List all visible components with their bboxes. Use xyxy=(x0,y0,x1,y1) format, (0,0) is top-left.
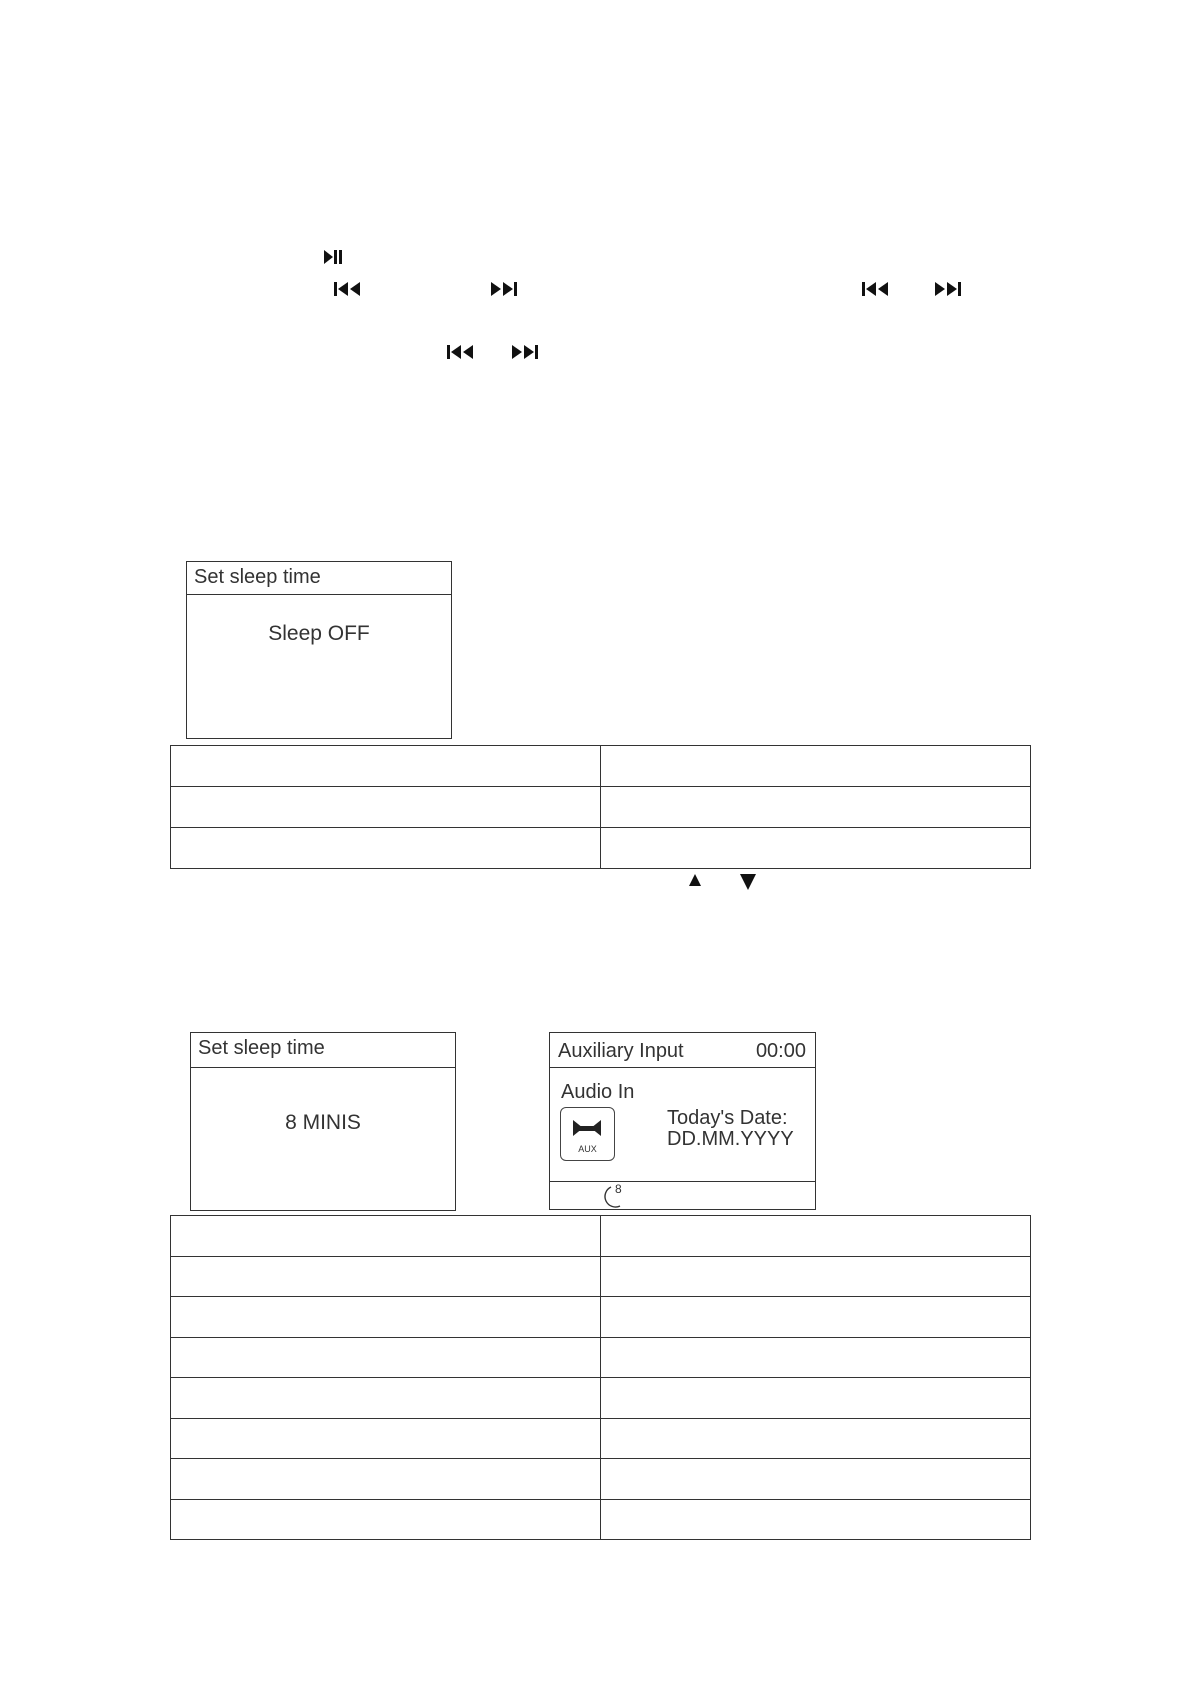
lcd-screen-sleep-off xyxy=(186,561,452,739)
lcd-header xyxy=(187,562,451,595)
table-cell xyxy=(171,746,601,787)
table-row xyxy=(171,1459,1031,1500)
table-1 xyxy=(170,745,1031,869)
table-row xyxy=(171,1499,1031,1540)
table-cell xyxy=(601,1337,1031,1378)
table-cell xyxy=(601,1256,1031,1297)
table-row xyxy=(171,1378,1031,1419)
lcd-header xyxy=(191,1033,455,1068)
table-row xyxy=(171,828,1031,869)
skip-previous-icon xyxy=(862,281,890,297)
source-label: Audio In xyxy=(561,1081,635,1103)
play-pause-icon xyxy=(324,249,344,265)
sleep-value: Sleep OFF xyxy=(268,622,370,645)
table-cell xyxy=(601,1378,1031,1419)
table-cell xyxy=(171,1256,601,1297)
sleep-value: 8 MINIS xyxy=(285,1111,361,1134)
table-cell xyxy=(601,787,1031,828)
date-label: Today's Date: xyxy=(667,1107,788,1129)
table-cell xyxy=(601,1216,1031,1257)
skip-previous-icon xyxy=(334,281,362,297)
aux-icon xyxy=(560,1107,615,1161)
table-row xyxy=(171,1418,1031,1459)
lcd-title: Auxiliary Input xyxy=(558,1040,684,1062)
skip-next-icon xyxy=(512,344,540,360)
lcd-title: Set sleep time xyxy=(194,566,321,588)
table-cell xyxy=(171,1216,601,1257)
table-cell xyxy=(601,746,1031,787)
table-row xyxy=(171,787,1031,828)
sleep-badge: 8 xyxy=(615,1182,622,1196)
table-cell xyxy=(171,1297,601,1338)
lcd-screen-aux xyxy=(549,1032,816,1210)
table-2 xyxy=(170,1215,1031,1540)
skip-next-icon xyxy=(935,281,963,297)
lcd-title: Set sleep time xyxy=(198,1037,325,1059)
table-cell xyxy=(601,828,1031,869)
lcd-header xyxy=(550,1033,815,1068)
table-cell xyxy=(171,1418,601,1459)
table-cell xyxy=(171,1499,601,1540)
triangle-down-icon xyxy=(740,874,756,890)
table-cell xyxy=(601,1297,1031,1338)
triangle-up-icon xyxy=(689,874,701,886)
table-cell xyxy=(171,1337,601,1378)
skip-previous-icon xyxy=(447,344,475,360)
table-cell xyxy=(171,828,601,869)
clock: 00:00 xyxy=(755,1040,806,1062)
table-row xyxy=(171,746,1031,787)
aux-label: AUX xyxy=(578,1144,597,1154)
table-cell xyxy=(171,787,601,828)
date-value: DD.MM.YYYY xyxy=(667,1128,794,1150)
status-bar xyxy=(550,1181,815,1182)
table-row xyxy=(171,1297,1031,1338)
table-row xyxy=(171,1216,1031,1257)
table-cell xyxy=(601,1418,1031,1459)
table-cell xyxy=(171,1459,601,1500)
skip-next-icon xyxy=(491,281,519,297)
table-cell xyxy=(601,1459,1031,1500)
lcd-screen-sleep-8 xyxy=(190,1032,456,1211)
table-row xyxy=(171,1337,1031,1378)
table-cell xyxy=(171,1378,601,1419)
sleep-moon-icon xyxy=(600,1185,626,1214)
table-cell xyxy=(601,1499,1031,1540)
table-row xyxy=(171,1256,1031,1297)
